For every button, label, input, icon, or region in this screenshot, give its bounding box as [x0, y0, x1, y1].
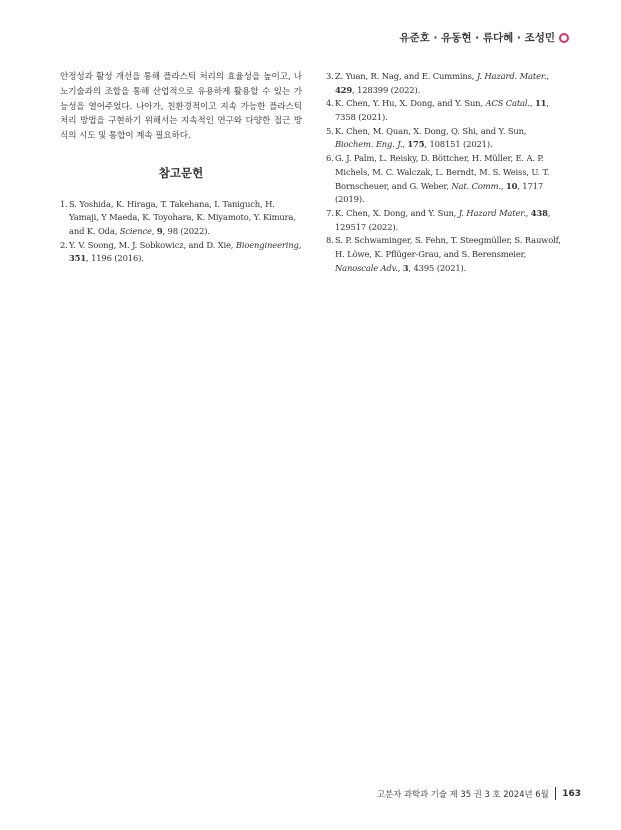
reference-separator: ,: [500, 180, 506, 191]
reference-volume: 438: [530, 207, 548, 218]
footer-divider: [555, 787, 557, 800]
reference-item: [326, 97, 566, 124]
reference-journal: Nat. Comm.: [451, 180, 501, 191]
reference-item: [326, 125, 566, 152]
reference-volume: 175: [407, 139, 425, 150]
reference-separator: ,: [397, 262, 403, 273]
references-list-left: [60, 198, 302, 266]
reference-number: 4.: [326, 98, 334, 109]
reference-item: [326, 207, 566, 234]
reference-journal: ACS Catal.: [485, 98, 530, 109]
reference-item: [326, 234, 566, 275]
reference-authors: Y. V. Soong, M. J. Sobkowicz, and D. Xie,: [69, 239, 234, 250]
page-footer: [377, 787, 581, 800]
reference-pages-year: , 98 (2022).: [162, 226, 210, 237]
reference-item: [60, 239, 302, 266]
circle-ring-icon: [559, 33, 569, 43]
reference-separator: ,: [402, 139, 408, 150]
reference-separator: ,: [546, 71, 549, 81]
left-column: [60, 70, 302, 266]
reference-separator: ,: [529, 98, 535, 109]
reference-separator: ,: [525, 207, 531, 218]
reference-number: 1.: [60, 198, 68, 209]
reference-number: 8.: [326, 235, 334, 246]
reference-pages-year: , 1196 (2016).: [86, 253, 144, 264]
footer-journal-info: 고분자 과학과 기술 제 35 권 3 호 2024년 6월: [376, 788, 549, 799]
reference-authors: G. J. Palm, L. Reisky, D. Böttcher, H. Müller, E. A. P. Michels, M. C. Walczak, L. Berndt, M. S. Weiss, U. T. Bornscheuer, and G. Weber,: [335, 153, 550, 191]
reference-volume: 429: [335, 84, 353, 95]
header-authors: 유준호 · 유동현 · 류다혜 · 조성민: [399, 32, 555, 44]
page-number: 163: [562, 788, 581, 799]
reference-pages-year: , 129517 (2022).: [335, 207, 551, 232]
body-paragraph: 안정성과 활성 개선을 통해 플라스틱 처리의 효율성을 높이고, 나노기술과의 조합을 통해 산업적으로 유용하게 활용할 수 있는 가능성을 열어주었다. 나아가, 친환경적이고 지속 가능한 플라스틱 처리 방법을 구현하기 위해서는 지속적인 연구와 다양한 접근 방식의 시도 및 통합이 계속 필요하다.: [60, 72, 302, 142]
references-list-right: [326, 70, 566, 275]
reference-pages-year: , 108151 (2021).: [424, 139, 493, 150]
reference-number: 3.: [326, 71, 334, 81]
right-column: [326, 70, 566, 275]
reference-journal: Bioengineering: [235, 239, 299, 250]
reference-journal: Science: [119, 226, 152, 237]
reference-separator: ,: [298, 239, 302, 250]
reference-authors: S. Yoshida, K. Hiraga, T. Takehana, I. Taniguch, H. Yamaji, Y Maeda, K. Toyohara, K. Miyamoto, Y. Kimura, and K. Oda,: [69, 198, 296, 237]
reference-item: [326, 70, 566, 97]
reference-volume: 10: [505, 180, 518, 191]
reference-volume: 3: [402, 262, 409, 273]
running-header: [399, 30, 569, 45]
reference-volume: 9: [156, 226, 163, 237]
reference-authors: S. P. Schwaminger, S. Fehn, T. Steegmüller, S. Rauwolf, H. Löwe, K. Pflüger-Grau, and S. Berensmeier,: [335, 235, 561, 259]
reference-authors: Z. Yuan, R. Nag, and E. Cummins,: [335, 71, 475, 81]
reference-number: 6.: [326, 153, 334, 164]
reference-journal: J. Hazard. Mater.: [476, 71, 547, 81]
reference-number: 7.: [326, 207, 334, 218]
references-heading: 참고문헌: [158, 165, 204, 180]
reference-authors: K. Chen, X. Dong, and Y. Sun,: [335, 207, 457, 218]
reference-volume: 351: [69, 253, 87, 264]
reference-authors: K. Chen, Y. Hu, X. Dong, and Y. Sun,: [335, 98, 483, 109]
reference-pages-year: , 1717 (2019).: [335, 180, 544, 205]
reference-pages-year: , 128399 (2022).: [352, 84, 421, 95]
reference-pages-year: , 7358 (2021).: [335, 98, 549, 123]
reference-pages-year: , 4395 (2021).: [408, 262, 467, 273]
reference-item: [60, 198, 302, 239]
reference-volume: 11: [534, 98, 547, 109]
reference-journal: Nanoscale Adv.: [335, 262, 398, 273]
reference-number: 2.: [60, 239, 68, 250]
reference-journal: J. Hazard Mater.: [458, 207, 526, 218]
reference-authors: K. Chen, M. Quan, X. Dong, Q. Shi, and Y. Sun,: [335, 125, 527, 136]
reference-journal: Biochem. Eng. J.: [335, 139, 403, 150]
reference-item: [326, 152, 566, 207]
reference-separator: ,: [151, 226, 157, 237]
reference-number: 5.: [326, 125, 334, 136]
